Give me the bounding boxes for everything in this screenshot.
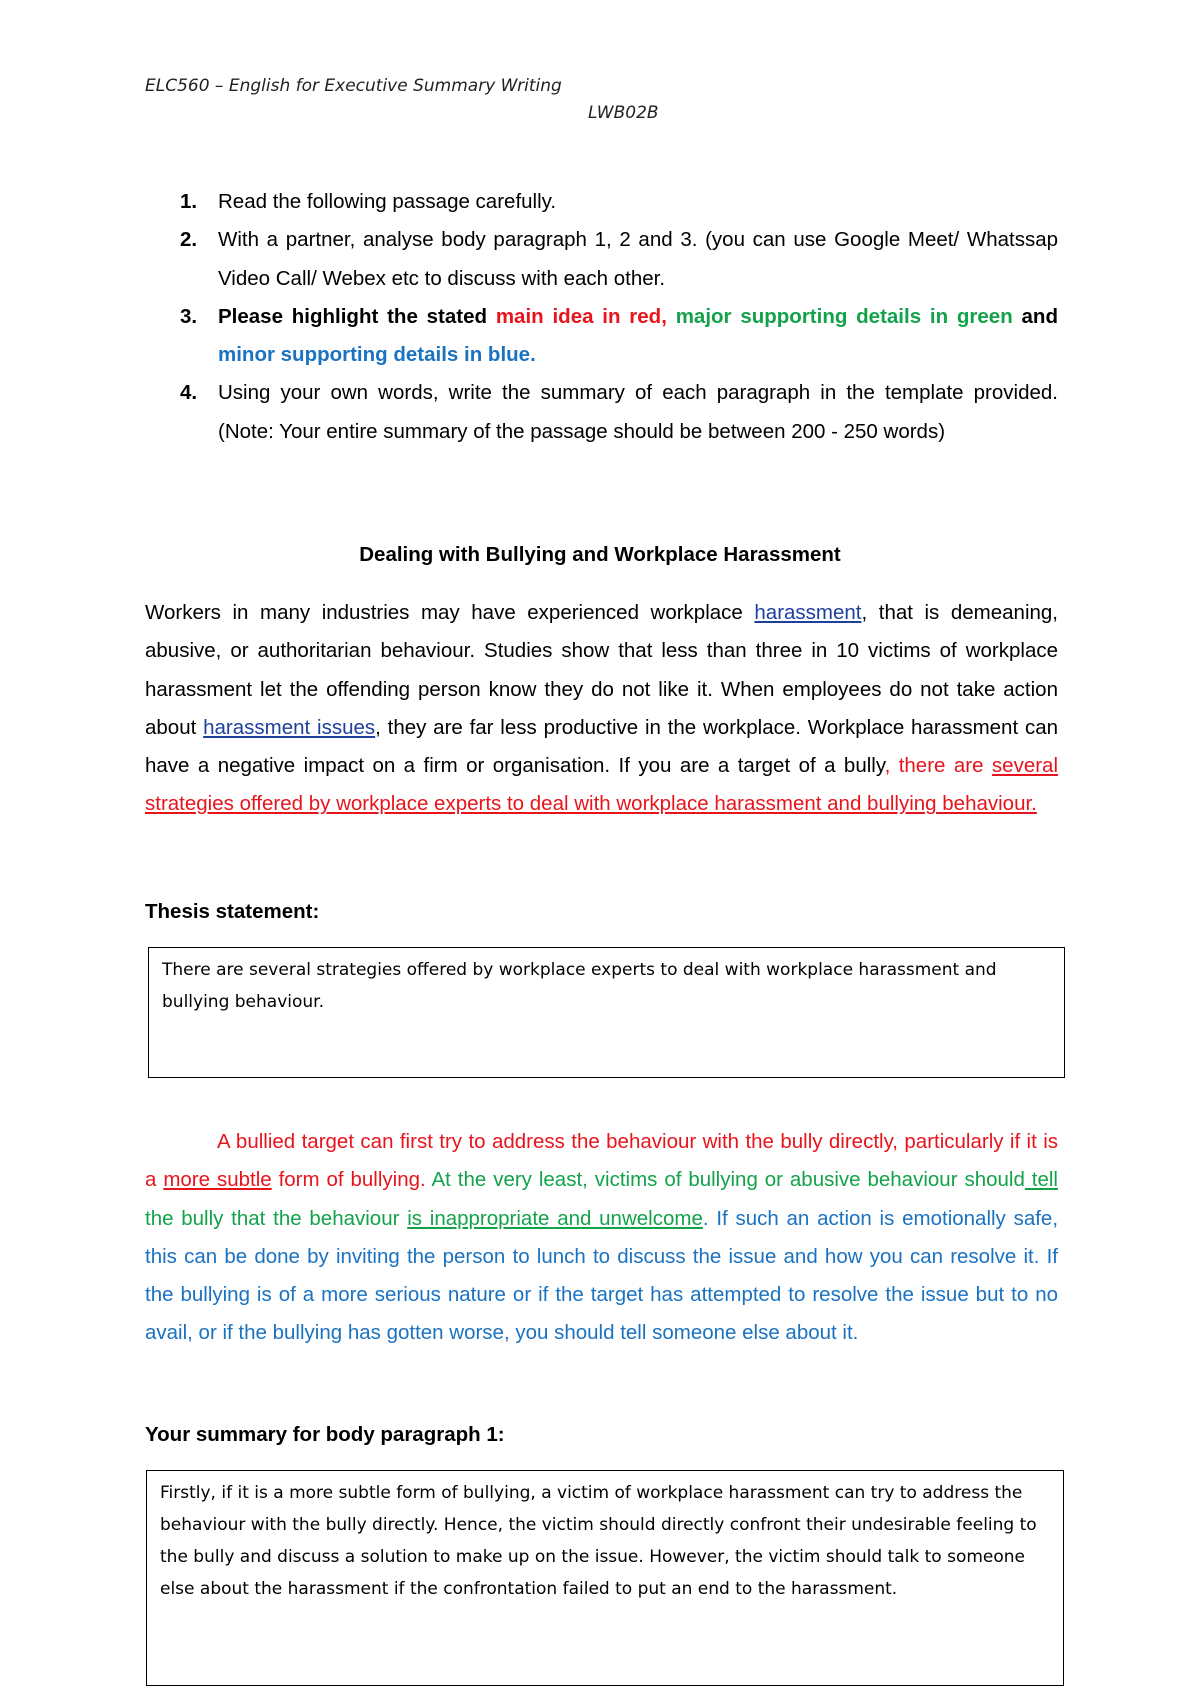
instruction-text: Using your own words, write the summary of each paragraph in the template provided. (Note: Your entire summary of the passage should be between 200 - 250 words) (218, 381, 1058, 443)
instruction-red-text: main idea in red, (495, 304, 667, 328)
harassment-link[interactable]: harassment (754, 601, 862, 624)
intro-thesis-highlight: several strategies offered by workplace experts to deal with workplace harassment and bullying behaviour. (145, 754, 1059, 816)
instruction-number: 3. (180, 304, 198, 328)
passage-title: Dealing with Bullying and Workplace Harassment (359, 543, 841, 566)
instruction-item (180, 374, 1058, 451)
summary-answer-box[interactable]: Firstly, if it is a more subtle form of bullying, a victim of workplace harassment can try to address the behaviour with the bully directly. Hence, the victim should directly confront their undesirable feeling to the bully and discuss a solution to make up on the issue. However, the victim should talk to someone else about the harassment if the confrontation failed to put an end to the harassment. (146, 1470, 1064, 1686)
intro-paragraph (145, 594, 1058, 824)
intro-text: , they are far less productive in the workplace. Workplace harassment can have a negative impact on a firm or organisation. If you are a target of a bully (145, 715, 1058, 778)
minor-detail-text: . If such an action is emotionally safe, this can be done by inviting the person to lunch to discuss the issue and how you can resolve it. If the bullying is of a more serious nature or if the target has attempted to resolve the issue but to no avail, or if the bullying has gotten worse, you should tell someone else about it. (145, 1206, 1059, 1345)
instruction-number: 4. (180, 381, 198, 405)
instruction-text: With a partner, analyse body paragraph 1, 2 and 3. (you can use Google Meet/ Whatssap Video Call/ Webex etc to discuss with each other. (218, 228, 1058, 290)
instruction-number: 1. (180, 190, 198, 213)
instruction-text: Please highlight the stated (218, 304, 496, 328)
intro-red-text: , there are (884, 754, 992, 778)
instruction-text: and (1012, 304, 1058, 328)
main-idea-underlined: more subtle (163, 1168, 272, 1192)
thesis-label: Thesis statement: (145, 900, 320, 923)
instruction-item (180, 221, 1058, 298)
instruction-number: 2. (180, 228, 198, 252)
major-detail-underlined: tell (1024, 1168, 1058, 1192)
instruction-item (180, 298, 1058, 375)
instruction-green-text: major supporting details in green (666, 304, 1013, 328)
intro-text: , that is demeaning, abusive, or authoritarian behaviour. Studies show that less than three in 10 victims of workplace harassment let the offending person know they do not like it. When employees do not take action about (145, 601, 1059, 739)
header-code: LWB02B (588, 103, 659, 123)
harassment-issues-link[interactable]: harassment issues (203, 715, 376, 739)
body-paragraph-1 (145, 1123, 1058, 1353)
main-idea-text: form of bullying. (271, 1168, 426, 1192)
instruction-text: Read the following passage carefully. (218, 190, 557, 213)
summary-label: Your summary for body paragraph 1: (145, 1423, 505, 1446)
header-course: ELC560 – English for Executive Summary Writing (145, 76, 562, 96)
instruction-blue-text: minor supporting details in blue. (218, 343, 536, 367)
main-idea-text: A bullied target can first try to address the behaviour with the bully directly, particularly if it is a (145, 1130, 1058, 1192)
intro-text: Workers in many industries may have experienced workplace (145, 601, 755, 624)
instructions-list (180, 183, 1058, 451)
major-detail-underlined: is inappropriate and unwelcome (407, 1206, 703, 1230)
major-detail-text: At the very least, victims of bullying or abusive behaviour should (425, 1168, 1025, 1192)
thesis-answer-box[interactable]: There are several strategies offered by workplace experts to deal with workplace harassment and bullying behaviour. (148, 947, 1065, 1078)
major-detail-text: the bully that the behaviour (145, 1206, 408, 1230)
instruction-item (180, 183, 1058, 221)
